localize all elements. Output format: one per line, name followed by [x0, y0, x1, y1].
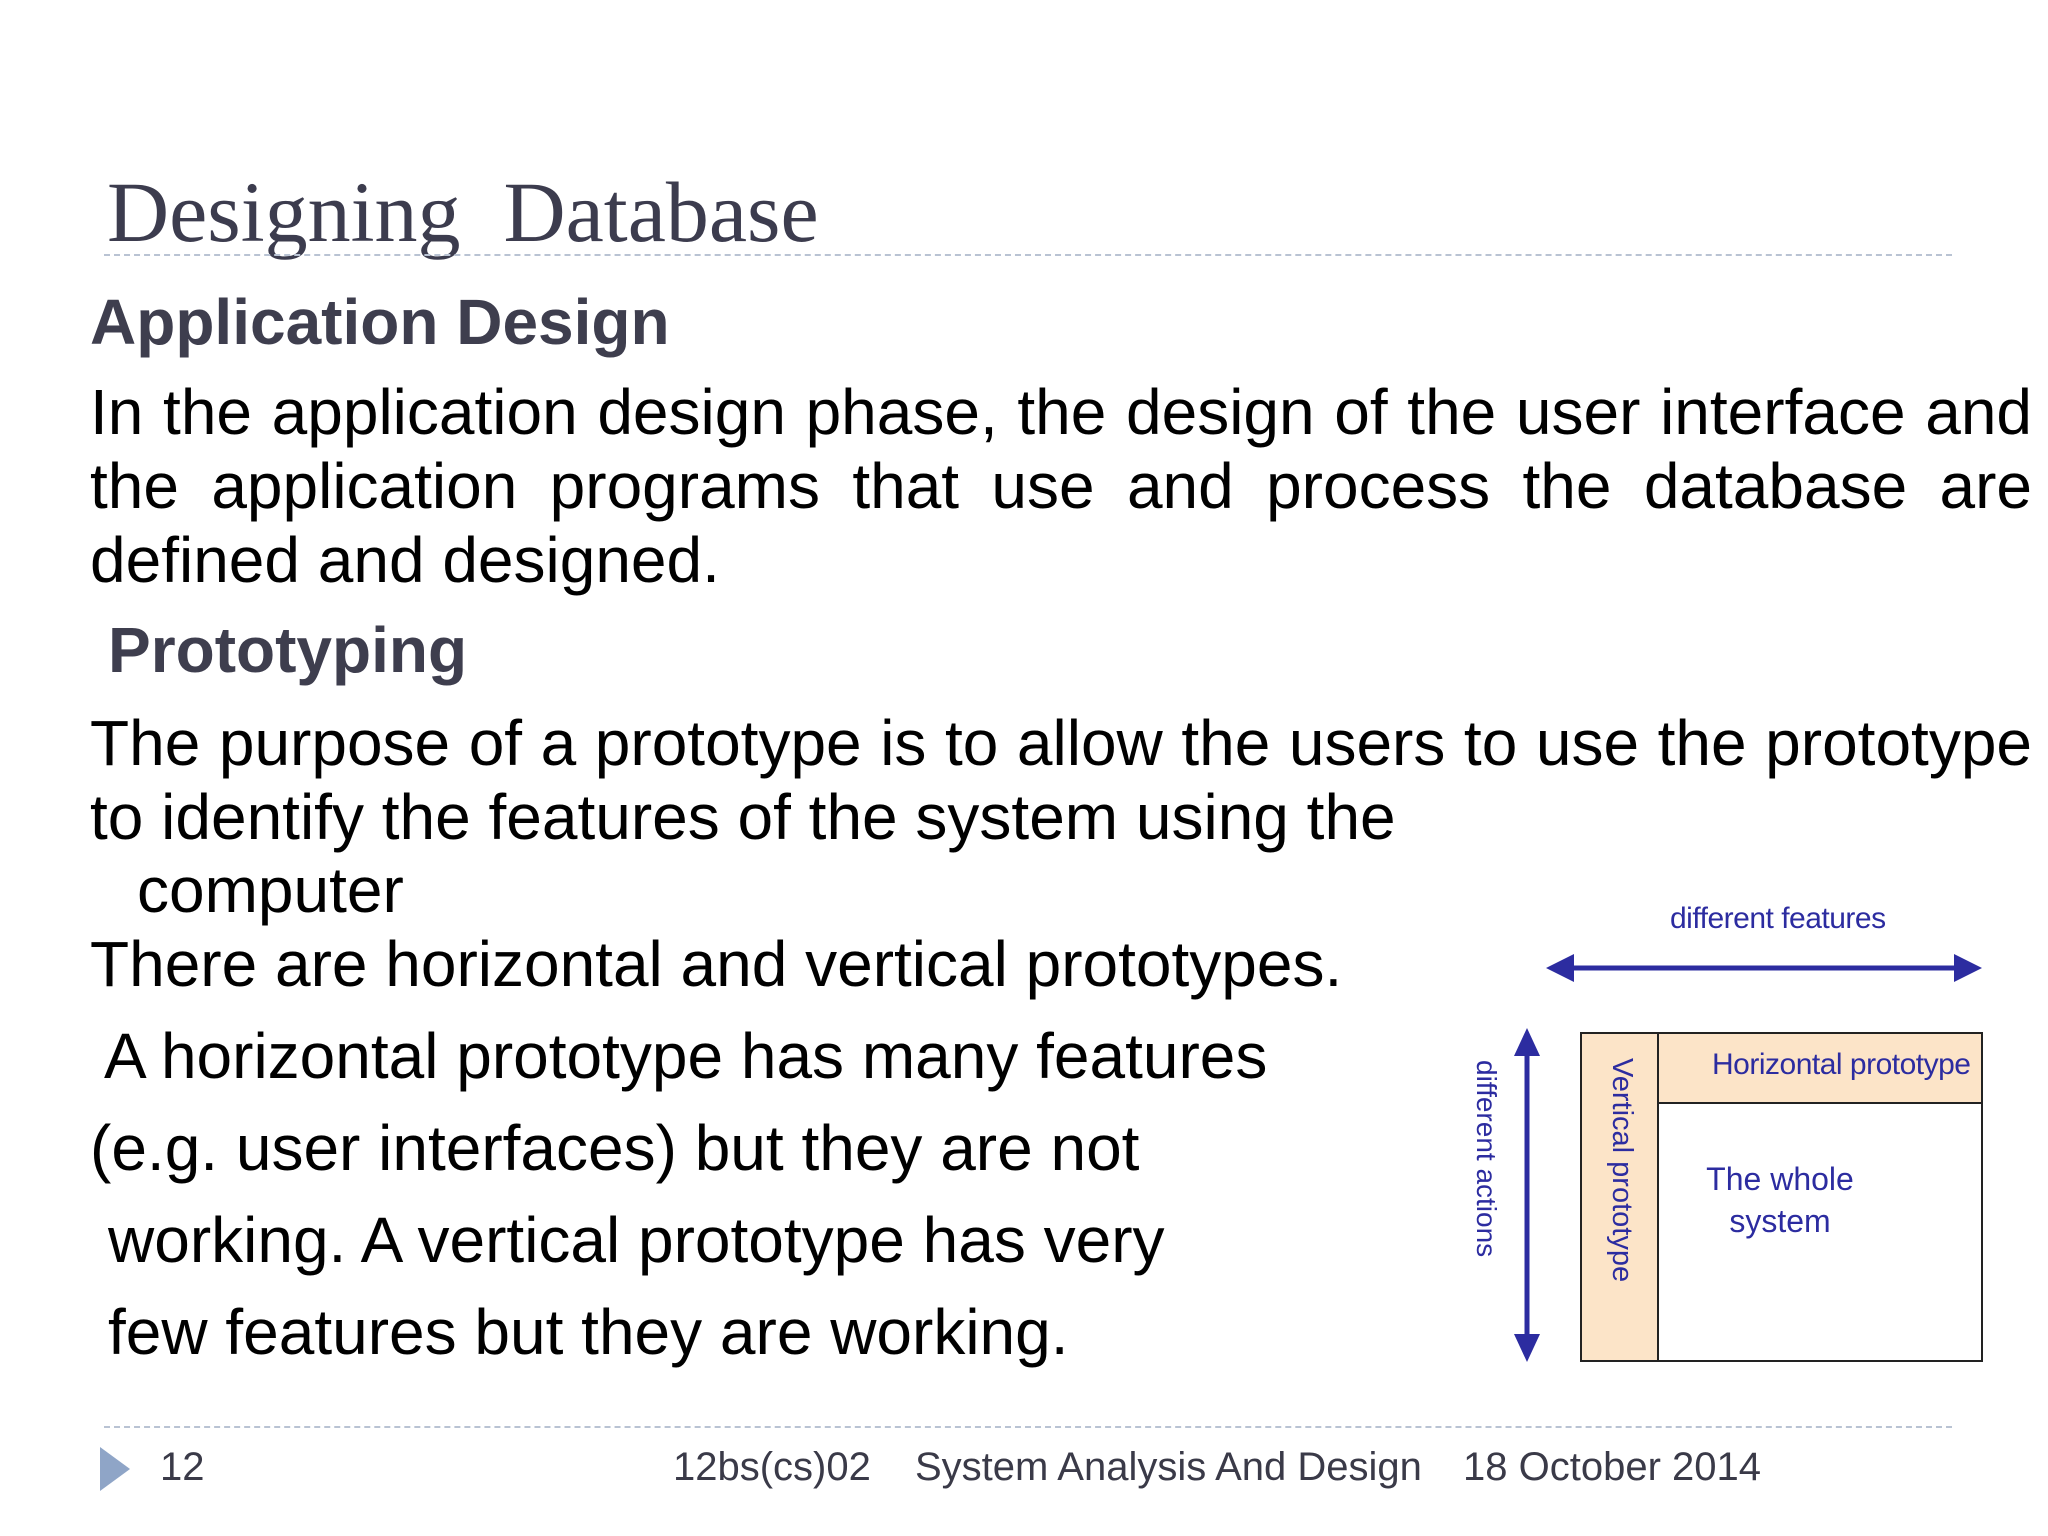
actions-arrow [1514, 1028, 1540, 1362]
footer-divider [104, 1426, 1952, 1428]
prototype-diagram [1450, 890, 2010, 1370]
prototype-purpose-end: computer [137, 854, 404, 926]
footer-course-name: System Analysis And Design [915, 1445, 1422, 1489]
footer-course-code: 12bs(cs)02 [673, 1445, 871, 1489]
vertical-prototype-text-cont: few features but they are working. [108, 1296, 1069, 1368]
whole-system-label: The whole system [1706, 1161, 1854, 1239]
horizontal-prototype-text-cont: (e.g. user interfaces) but they are not [90, 1112, 1140, 1184]
prototyping-heading: Prototyping [108, 614, 468, 686]
different-actions-label: different actions [1471, 1060, 1502, 1258]
footer-date: 18 October 2014 [1463, 1445, 1761, 1489]
different-features-label: different features [1670, 902, 1886, 935]
slide-title: Designing Database [107, 164, 819, 260]
prototype-purpose-text: The purpose of a prototype is to allow the users to use the prototype to identify the features of the system using the [90, 707, 2032, 853]
application-design-text: In the application design phase, the design of the user interface and the application programs that use and process the database are defined and designed. [90, 376, 2032, 596]
vertical-prototype-label: Vertical prototype [1606, 1058, 1638, 1283]
application-design-heading: Application Design [90, 286, 670, 358]
horizontal-prototype-label: Horizontal prototype [1712, 1048, 1971, 1081]
features-arrow [1546, 954, 1982, 982]
title-divider [104, 254, 1952, 256]
footer-triangle-icon [100, 1447, 130, 1491]
page-number: 12 [160, 1445, 205, 1489]
vertical-prototype-text: working. A vertical prototype has very [108, 1204, 1165, 1276]
horizontal-prototype-text: A horizontal prototype has many features [104, 1020, 1268, 1092]
prototype-types-text: There are horizontal and vertical prototypes. [90, 928, 1343, 1000]
